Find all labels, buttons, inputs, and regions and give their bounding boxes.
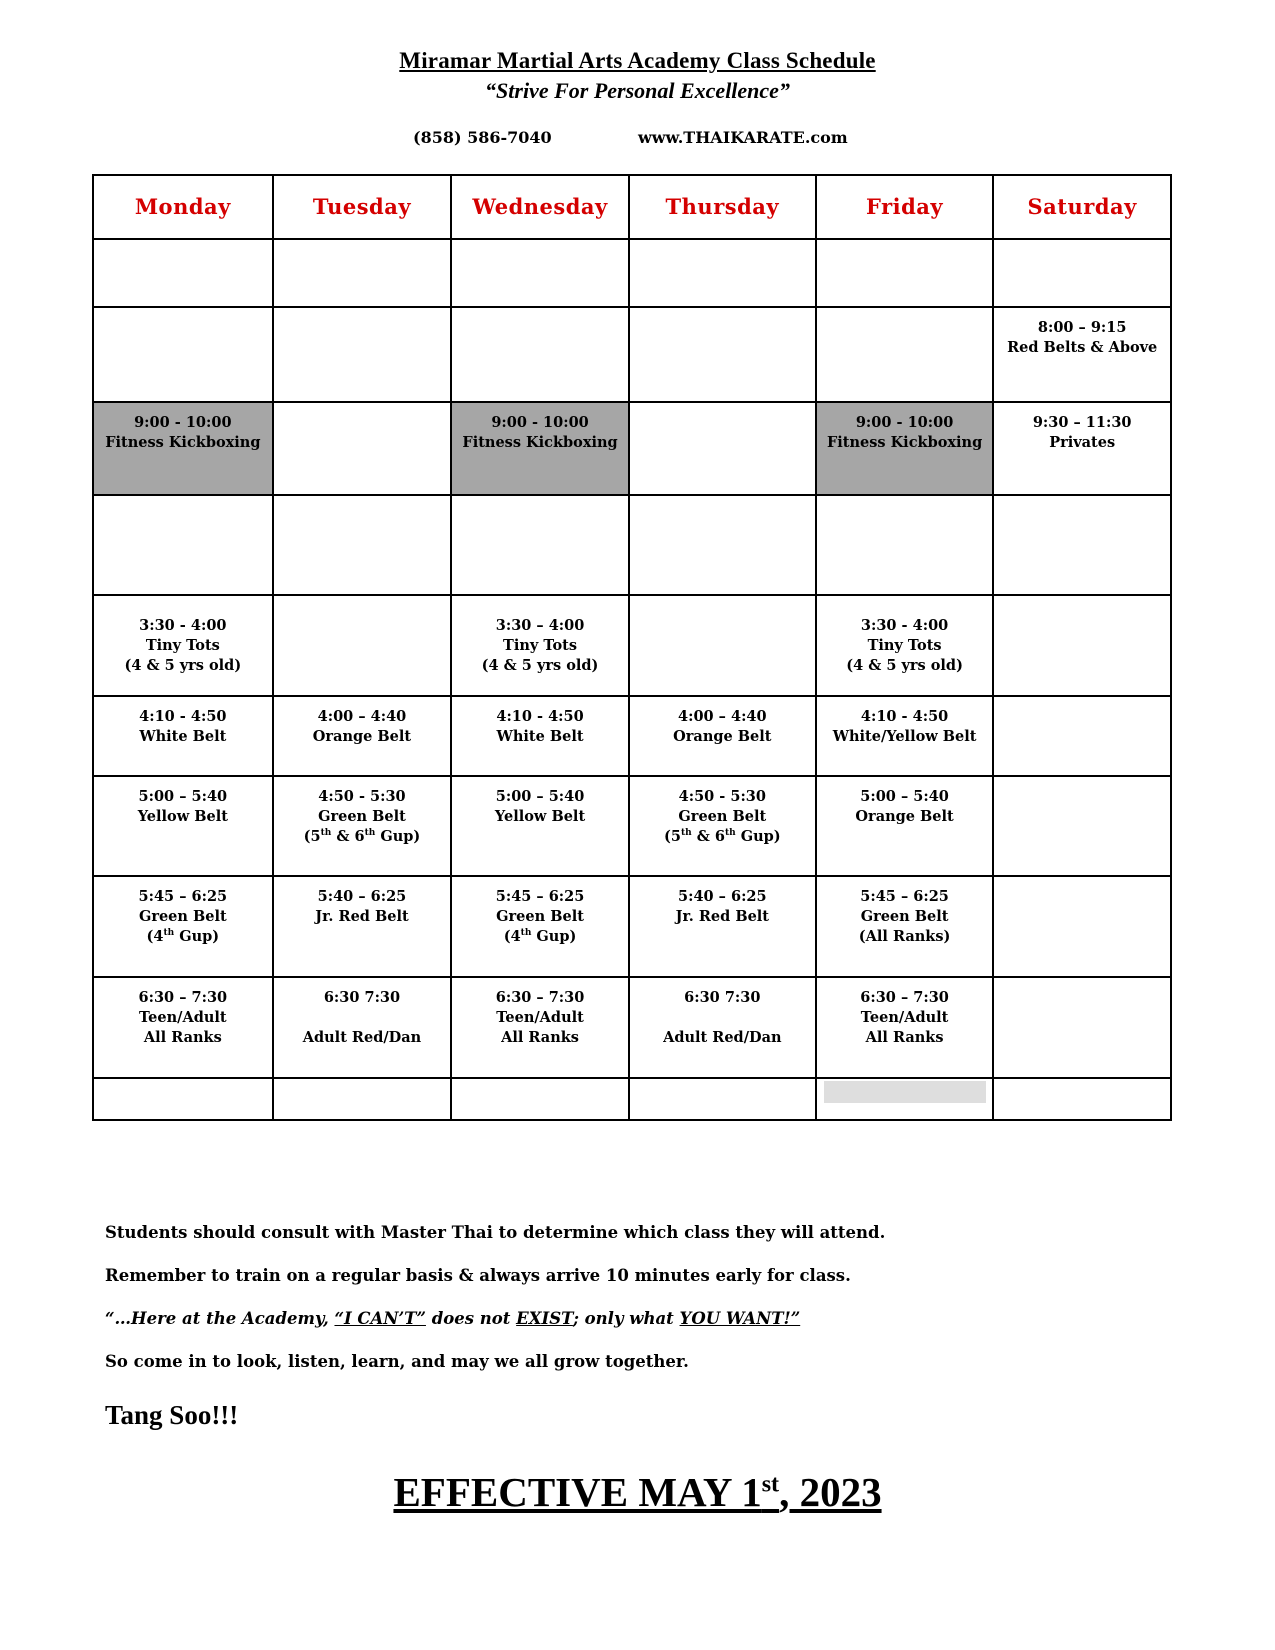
schedule-row-r3 <box>93 876 1171 977</box>
class-time: 6:30 – 7:30 <box>860 989 949 1006</box>
class-name: Green Belt <box>860 908 949 925</box>
day-header-row <box>93 175 1171 239</box>
class-name: Adult Red/Dan <box>663 1029 782 1046</box>
schedule-row-early-morning <box>93 307 1171 402</box>
class-name: Privates <box>1049 434 1116 451</box>
class-ages: (4 & 5 yrs old) <box>481 656 599 674</box>
class-name: Teen/Adult <box>139 1009 227 1026</box>
empty-cell <box>629 595 816 696</box>
class-time: 5:40 – 6:25 <box>317 888 407 905</box>
class-ages: (4 & 5 yrs old) <box>124 656 242 674</box>
empty-cell <box>629 495 816 595</box>
class-time: 5:45 – 6:25 <box>860 888 949 905</box>
day-header-monday: Monday <box>93 175 273 239</box>
schedule-row-r2 <box>93 776 1171 876</box>
schedule-row-blank-1 <box>93 239 1171 307</box>
empty-cell <box>816 239 994 307</box>
class-time: 6:30 7:30 <box>684 989 761 1006</box>
class-cell-monday-green-belt <box>93 876 273 977</box>
class-time: 5:45 – 6:25 <box>138 888 228 905</box>
empty-cell <box>993 495 1171 595</box>
class-time: 5:45 – 6:25 <box>495 888 585 905</box>
note-come-in: So come in to look, listen, learn, and may we all grow together. <box>105 1352 689 1371</box>
motto: “Strive For Personal Excellence” <box>485 78 790 103</box>
class-cell-wednesday-teen-adult <box>451 977 629 1078</box>
class-gup: (4th Gup) <box>146 928 220 945</box>
class-name: Teen/Adult <box>496 1009 584 1026</box>
schedule-row-r1 <box>93 696 1171 776</box>
class-name: Orange Belt <box>673 728 772 745</box>
class-time: 8:00 – 9:15 <box>1037 319 1127 336</box>
empty-cell <box>93 307 273 402</box>
day-header-friday: Friday <box>816 175 994 239</box>
class-cell-tuesday-orange-belt <box>273 696 452 776</box>
class-name: White/Yellow Belt <box>832 728 977 745</box>
class-ranks: (All Ranks) <box>858 928 951 945</box>
class-time: 4:50 - 5:30 <box>678 788 766 805</box>
class-name: Jr. Red Belt <box>315 908 409 925</box>
class-name: Orange Belt <box>855 808 954 825</box>
class-name: White Belt <box>496 728 584 745</box>
class-time: 6:30 7:30 <box>323 989 401 1006</box>
class-name: Teen/Adult <box>860 1009 949 1026</box>
class-cell-monday-yellow-belt <box>93 776 273 876</box>
empty-cell <box>993 776 1171 876</box>
class-cell-thursday-jr-red-belt <box>629 876 816 977</box>
class-time: 5:00 – 5:40 <box>860 788 949 805</box>
note-consult: Students should consult with Master Thai to determine which class they will attend. <box>105 1223 886 1242</box>
class-cell-friday-kickboxing <box>816 402 994 495</box>
empty-cell <box>451 1078 629 1120</box>
class-cell-wednesday-kickboxing <box>451 402 629 495</box>
class-time: 3:30 - 4:00 <box>860 616 949 634</box>
empty-cell <box>93 495 273 595</box>
class-time: 9:00 - 10:00 <box>491 414 589 431</box>
class-cell-friday-orange-belt <box>816 776 994 876</box>
class-time: 4:00 – 4:40 <box>678 708 767 725</box>
empty-cell <box>273 495 452 595</box>
empty-cell <box>993 876 1171 977</box>
class-time: 3:30 - 4:00 <box>139 616 227 634</box>
class-name: Yellow Belt <box>137 808 228 825</box>
class-time: 4:50 - 5:30 <box>318 788 406 805</box>
class-name: Green Belt <box>318 808 406 825</box>
class-cell-thursday-green-belt <box>629 776 816 876</box>
class-name: Tiny Tots <box>503 636 578 654</box>
empty-cell <box>273 1078 452 1120</box>
class-cell-monday-kickboxing <box>93 402 273 495</box>
class-name: Green Belt <box>678 808 767 825</box>
closing-phrase: Tang Soo!!! <box>105 1400 239 1430</box>
faded-shading <box>824 1081 986 1103</box>
class-cell-saturday-privates <box>993 402 1171 495</box>
day-header-saturday: Saturday <box>993 175 1171 239</box>
empty-cell <box>273 595 452 696</box>
class-cell-friday-tiny-tots <box>816 595 994 696</box>
empty-cell <box>273 307 452 402</box>
class-cell-friday-white-yellow-belt <box>816 696 994 776</box>
page-title: Miramar Martial Arts Academy Class Schedule <box>399 48 876 73</box>
empty-cell <box>993 1078 1171 1120</box>
class-cell-monday-white-belt <box>93 696 273 776</box>
empty-cell <box>629 307 816 402</box>
empty-cell <box>451 495 629 595</box>
empty-cell <box>629 1078 816 1120</box>
class-gup: (4th Gup) <box>503 928 577 945</box>
class-cell-thursday-orange-belt <box>629 696 816 776</box>
class-name: Fitness Kickboxing <box>826 434 983 451</box>
schedule-row-blank-2 <box>93 495 1171 595</box>
class-time: 5:00 – 5:40 <box>495 788 585 805</box>
class-time: 4:10 - 4:50 <box>139 708 227 725</box>
class-name: White Belt <box>139 728 227 745</box>
schedule-row-morning <box>93 402 1171 495</box>
class-ranks: All Ranks <box>143 1029 222 1046</box>
schedule-row-r4 <box>93 977 1171 1078</box>
empty-cell <box>816 495 994 595</box>
class-cell-friday-green-belt <box>816 876 994 977</box>
empty-cell <box>993 239 1171 307</box>
notes-section <box>105 1221 1105 1431</box>
class-cell-wednesday-yellow-belt <box>451 776 629 876</box>
schedule-row-tiny-tots <box>93 595 1171 696</box>
class-time: 9:00 - 10:00 <box>855 414 954 431</box>
class-time: 5:00 – 5:40 <box>138 788 228 805</box>
empty-cell <box>93 239 273 307</box>
class-cell-wednesday-green-belt <box>451 876 629 977</box>
class-name: Orange Belt <box>312 728 412 745</box>
class-name: Green Belt <box>138 908 227 925</box>
class-name: Yellow Belt <box>494 808 586 825</box>
class-cell-wednesday-white-belt <box>451 696 629 776</box>
schedule-header <box>0 48 1275 104</box>
class-name: Red Belts & Above <box>1007 339 1158 356</box>
class-cell-friday-teen-adult <box>816 977 994 1078</box>
class-cell-wednesday-tiny-tots <box>451 595 629 696</box>
class-time: 6:30 – 7:30 <box>495 989 585 1006</box>
class-cell-tuesday-jr-red-belt <box>273 876 452 977</box>
day-header-thursday: Thursday <box>629 175 816 239</box>
class-name: Adult Red/Dan <box>302 1029 422 1046</box>
class-cell-saturday-red-belts <box>993 307 1171 402</box>
day-header-wednesday: Wednesday <box>451 175 629 239</box>
empty-cell <box>993 977 1171 1078</box>
class-time: 4:10 - 4:50 <box>860 708 949 725</box>
class-gup: (5th & 6th Gup) <box>303 828 421 845</box>
class-cell-tuesday-adult-red-dan <box>273 977 452 1078</box>
empty-cell <box>993 696 1171 776</box>
class-time: 9:30 – 11:30 <box>1032 414 1132 431</box>
day-header-tuesday: Tuesday <box>273 175 452 239</box>
class-name: Fitness Kickboxing <box>105 434 261 451</box>
empty-cell <box>451 307 629 402</box>
class-cell-monday-tiny-tots <box>93 595 273 696</box>
class-time: 4:00 – 4:40 <box>317 708 407 725</box>
class-time: 4:10 - 4:50 <box>496 708 584 725</box>
class-cell-monday-teen-adult <box>93 977 273 1078</box>
class-cell-thursday-adult-red-dan <box>629 977 816 1078</box>
empty-cell <box>629 239 816 307</box>
class-name: Tiny Tots <box>867 636 942 654</box>
empty-cell <box>993 595 1171 696</box>
class-cell-tuesday-green-belt <box>273 776 452 876</box>
class-ranks: All Ranks <box>501 1029 579 1046</box>
note-train: Remember to train on a regular basis & always arrive 10 minutes early for class. <box>105 1266 851 1285</box>
empty-cell <box>451 239 629 307</box>
empty-cell <box>629 402 816 495</box>
class-name: Fitness Kickboxing <box>462 434 618 451</box>
class-time: 6:30 – 7:30 <box>138 989 228 1006</box>
phone-number: (858) 586-7040 <box>413 128 552 147</box>
empty-cell <box>93 1078 273 1120</box>
class-name: Jr. Red Belt <box>675 908 770 925</box>
empty-cell <box>816 307 994 402</box>
class-ranks: All Ranks <box>865 1029 944 1046</box>
empty-cell <box>816 1078 994 1120</box>
empty-cell <box>273 402 452 495</box>
empty-cell <box>273 239 452 307</box>
class-name: Green Belt <box>496 908 584 925</box>
class-schedule-table <box>92 174 1172 1121</box>
class-ages: (4 & 5 yrs old) <box>846 656 963 674</box>
website: www.THAIKARATE.com <box>638 128 848 147</box>
class-time: 5:40 – 6:25 <box>678 888 767 905</box>
class-time: 9:00 - 10:00 <box>134 414 232 431</box>
class-time: 3:30 – 4:00 <box>495 616 585 634</box>
class-gup: (5th & 6th Gup) <box>664 828 781 845</box>
schedule-row-blank-3 <box>93 1078 1171 1120</box>
note-quote: “…Here at the Academy, “I CAN’T” does not EXIST; only what YOU WANT!” <box>105 1309 801 1328</box>
class-name: Tiny Tots <box>145 636 220 654</box>
effective-date: EFFECTIVE MAY 1st, 2023 <box>393 1469 882 1515</box>
